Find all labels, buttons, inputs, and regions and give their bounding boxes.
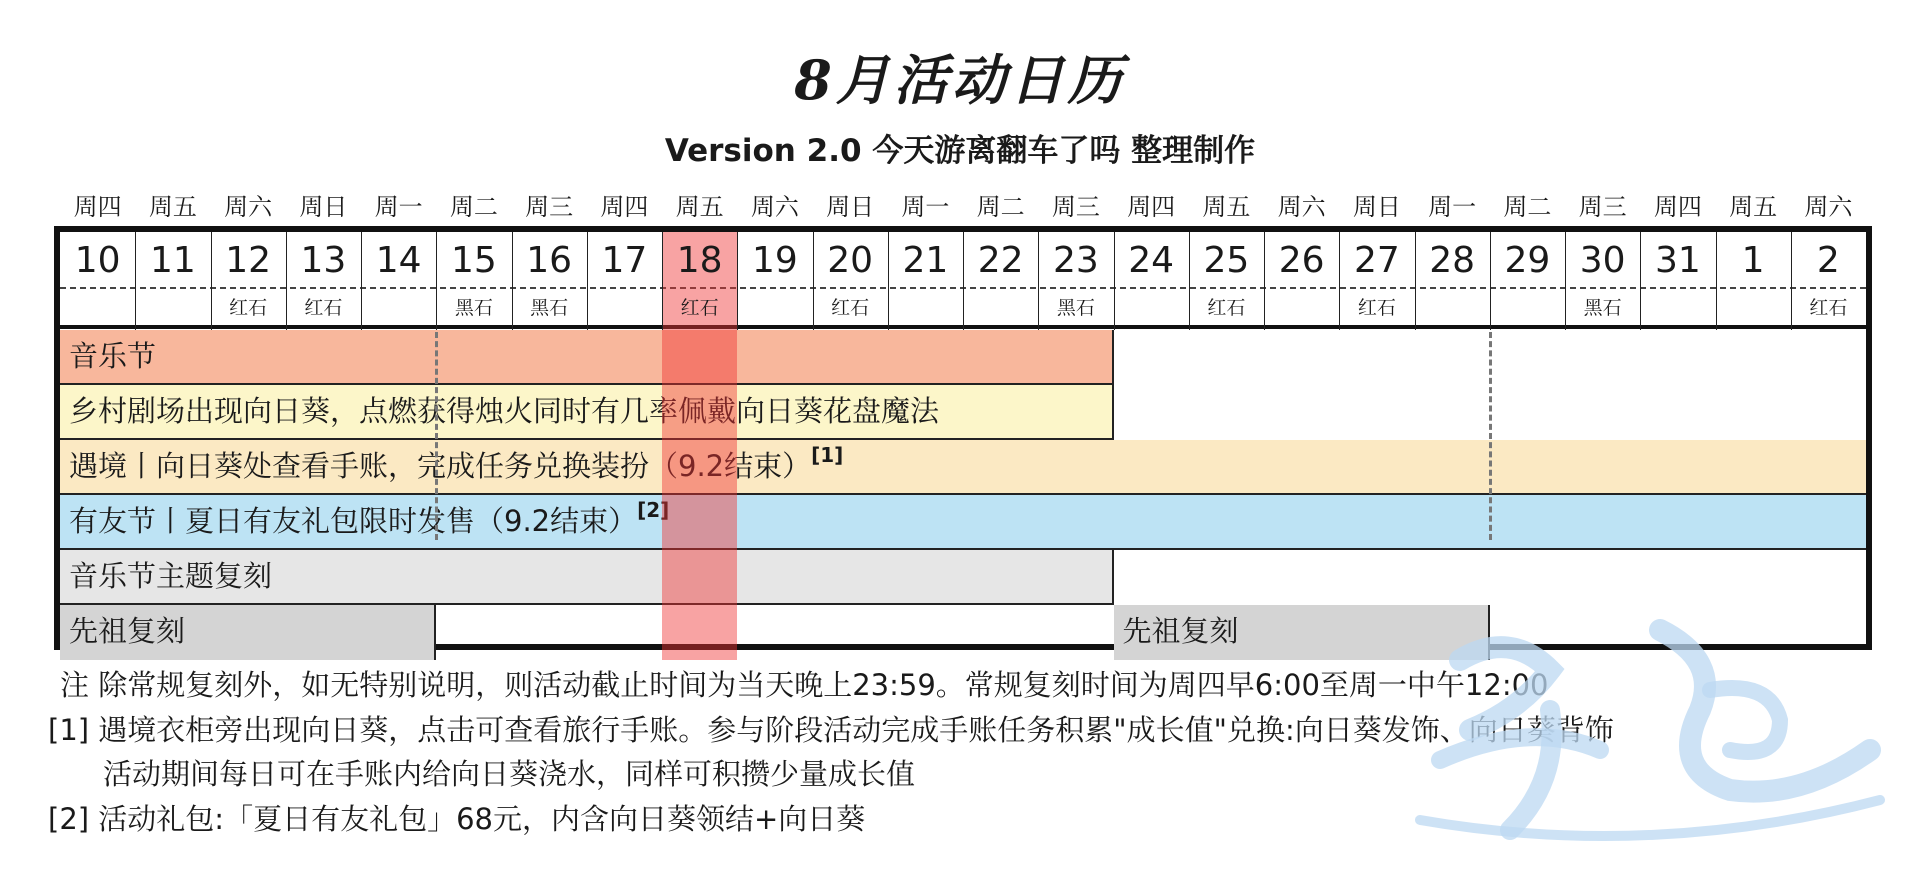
day-number: 30 xyxy=(1579,240,1626,281)
weekday-label: 周日 xyxy=(299,193,348,221)
day-number: 24 xyxy=(1128,240,1175,281)
weekday-label: 周一 xyxy=(374,193,423,221)
weekday-label: 周四 xyxy=(73,193,122,221)
day-number: 28 xyxy=(1429,240,1476,281)
event-bar xyxy=(60,550,1114,605)
weekday-label: 周二 xyxy=(449,193,498,221)
note-1: [1] 遇境衣柜旁出现向日葵，点击可查看旅行手账。参与阶段活动完成手账任务积累"成长值"兑换:向日葵发饰、向日葵背饰 xyxy=(48,713,1614,747)
week-separator xyxy=(435,332,438,540)
day-number: 18 xyxy=(676,240,723,281)
day-number: 20 xyxy=(827,240,874,281)
day-number: 27 xyxy=(1353,240,1400,281)
day-number: 12 xyxy=(225,240,272,281)
event-bar xyxy=(60,605,436,660)
event-bar xyxy=(60,440,1866,495)
footnote-ref: [2] xyxy=(637,498,670,522)
day-number: 13 xyxy=(300,240,347,281)
day-number: 22 xyxy=(977,240,1024,281)
weekday-label: 周三 xyxy=(1051,193,1100,221)
calendar-table xyxy=(54,226,1872,650)
weekday-label: 周日 xyxy=(1352,193,1401,221)
day-number: 14 xyxy=(375,240,422,281)
event-label: 先祖复刻 xyxy=(69,614,186,648)
weekday-label: 周二 xyxy=(1503,193,1552,221)
shard-type-label: 红石 xyxy=(1809,297,1848,319)
day-number: 1 xyxy=(1741,240,1765,281)
day-number: 25 xyxy=(1203,240,1250,281)
weekday-label: 周五 xyxy=(148,193,197,221)
shard-type-label: 黑石 xyxy=(530,297,569,319)
weekday-label: 周六 xyxy=(1804,193,1853,221)
shard-type-label: 黑石 xyxy=(454,297,493,319)
week-separator xyxy=(1489,332,1492,540)
shard-type-label: 红石 xyxy=(831,297,870,319)
shard-type-label: 红石 xyxy=(304,297,343,319)
shard-type-label: 红石 xyxy=(229,297,268,319)
weekday-label: 周五 xyxy=(675,193,724,221)
weekday-label: 周一 xyxy=(1428,193,1477,221)
day-number: 19 xyxy=(751,240,798,281)
note-general: 注 除常规复刻外，如无特别说明，则活动截止时间为当天晚上23:59。常规复刻时间为周四早6:00至周一中午12:00 xyxy=(60,668,1549,702)
note-2: [2] 活动礼包:「夏日有友礼包」68元，内含向日葵领结+向日葵 xyxy=(48,802,866,836)
weekday-label: 周日 xyxy=(826,193,875,221)
shard-type-label: 红石 xyxy=(1357,297,1396,319)
weekday-label: 周六 xyxy=(1277,193,1326,221)
day-number: 26 xyxy=(1278,240,1325,281)
day-number: 29 xyxy=(1504,240,1551,281)
shard-type-label: 黑石 xyxy=(1056,297,1095,319)
weekday-label: 周五 xyxy=(1729,193,1778,221)
event-label: 有友节丨夏日有友礼包限时发售（9.2结束） xyxy=(69,504,638,538)
weekday-label: 周六 xyxy=(750,193,799,221)
day-number: 15 xyxy=(450,240,497,281)
page-title: 8月活动日历 xyxy=(794,48,1126,112)
event-bar xyxy=(60,385,1114,440)
event-label: 遇境丨向日葵处查看手账，完成任务兑换装扮（9.2结束） xyxy=(69,449,812,483)
event-label: 音乐节 xyxy=(69,339,157,373)
shard-type-label: 红石 xyxy=(680,297,719,319)
weekday-label: 周二 xyxy=(976,193,1025,221)
weekday-header-row xyxy=(55,187,1870,221)
weekday-label: 周四 xyxy=(1127,193,1176,221)
weekday-label: 周三 xyxy=(525,193,574,221)
day-number: 17 xyxy=(601,240,648,281)
day-number: 16 xyxy=(526,240,573,281)
weekday-label: 周三 xyxy=(1578,193,1627,221)
day-number: 31 xyxy=(1654,240,1701,281)
event-label: 先祖复刻 xyxy=(1122,614,1239,648)
shard-type-label: 黑石 xyxy=(1583,297,1622,319)
event-bar xyxy=(60,330,1114,385)
shard-type-label: 红石 xyxy=(1207,297,1246,319)
page-subtitle: Version 2.0 今天游离翻车了吗 整理制作 xyxy=(664,133,1256,169)
day-number: 2 xyxy=(1816,240,1840,281)
footnote-ref: [1] xyxy=(811,443,844,467)
weekday-label: 周一 xyxy=(901,193,950,221)
weekday-label: 周五 xyxy=(1202,193,1251,221)
event-label: 乡村剧场出现向日葵，点燃获得烛火同时有几率佩戴向日葵花盘魔法 xyxy=(69,394,940,428)
day-number: 11 xyxy=(149,240,196,281)
event-label: 音乐节主题复刻 xyxy=(69,559,273,593)
watermark-logo xyxy=(1400,600,1900,850)
day-number: 10 xyxy=(74,240,121,281)
day-number: 21 xyxy=(902,240,949,281)
weekday-label: 周六 xyxy=(224,193,273,221)
weekday-label: 周四 xyxy=(600,193,649,221)
weekday-label: 周四 xyxy=(1653,193,1702,221)
note-1-continued: 活动期间每日可在手账内给向日葵浇水，同样可积攒少量成长值 xyxy=(103,757,916,791)
event-bar xyxy=(60,495,1866,550)
day-number: 23 xyxy=(1052,240,1099,281)
